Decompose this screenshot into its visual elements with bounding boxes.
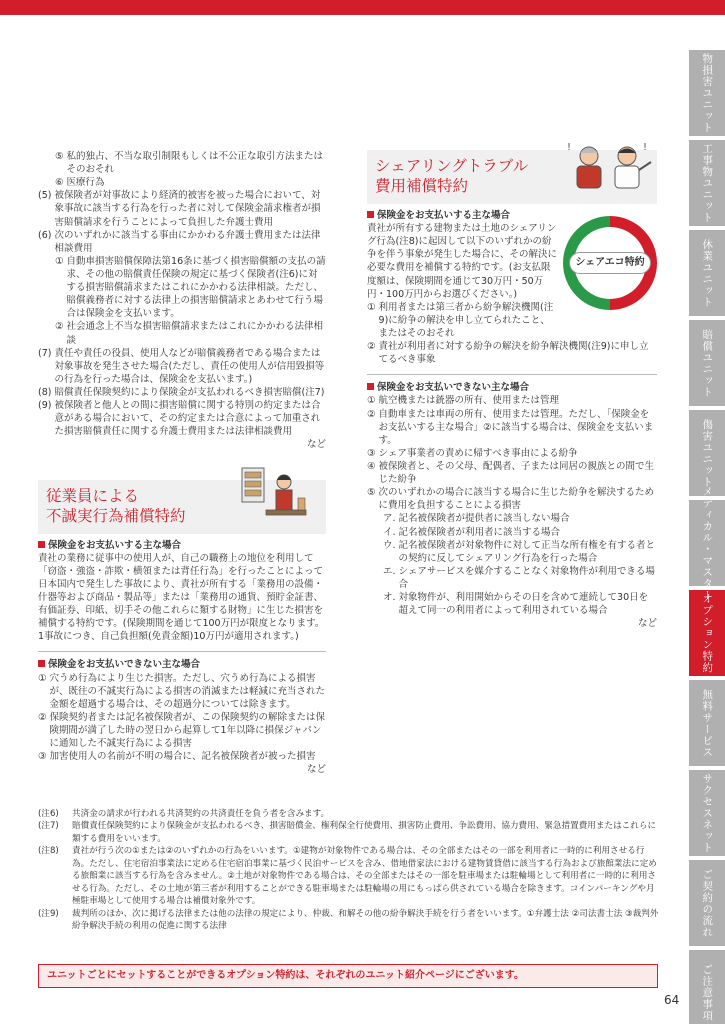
footnote-label: (注8) [38,846,59,857]
right-column [367,142,657,630]
side-tab-8[interactable] [689,680,725,766]
side-tab-10[interactable] [689,860,725,946]
list-item-number: ⑤ [367,487,379,499]
share-pay-list [367,301,657,367]
employee-pay-heading: 保険金をお支払いする主な場合 [38,539,326,552]
list-item-number: ① [38,672,50,684]
side-tab-label: 休業ユニット [701,238,714,308]
footnotes [38,808,660,933]
employee-pay-text: 責社の業務に従事中の使用人が、自己の職務上の地位を利用して「窃盗・強盗・詐欺・横領または背任行為」を行ったことによって日本国内で発生した事故により、責社が所有する「業務用の設備・什器等および商品・製品等」または「業務用の通貨、預貯金証書、有価証券、印紙、切手その他これらに類する財物」に生じた損害を補償する特約です。(保険期間を通じて100万円が限度となります。1事故につき、自己負担額(免責金額)10万円が適用されます。) [38,552,325,643]
list-item [367,460,657,486]
option-banner: ユニットごとにセットすることができるオプション特約は、それぞれのユニット紹介ページにございます。 [38,964,658,988]
list-item-text: 社会通念上不当な損害賠償請求またはこれにかかわる法律相談 [66,321,324,346]
side-tab-2[interactable] [689,140,725,226]
share-pay-text: 責社が所有する建物または土地のシェアリング行為(注8)に起因して以下のいずれかの紛争を伴う事象が発生した場合に、その解決に必要な費用を補償する特約です。(お支払限度額は、保険期間を通じて30万円・50万円・100万円からお選びください。) [367,223,558,300]
list-end-note: など [306,439,326,451]
side-tab-9[interactable] [689,770,725,856]
page-number: 64 [664,993,680,1007]
list-item-number: (8) [38,386,55,398]
list-item-number: ② [38,711,50,723]
share-section-title: シェアリングトラブル 費用補償特約 [375,157,529,196]
share-eco-badge [563,216,657,310]
list-item-number: ⑥ [55,177,67,189]
list-item [367,340,657,366]
employee-illustration [236,466,310,534]
list-item-text: 次のいずれかに該当する事由にかかわる弁護士費用または法律相談費用 [54,229,321,254]
list-item-text: 保険契約者または記名被保険者が、この保険契約の解除または保険期間が満了した時の翌日から起算して1年以降に損保ジャパンに通知した不誠実行為による損害 [49,711,326,750]
list-item [38,347,326,386]
list-item [38,189,326,228]
divider [367,374,657,375]
list-item [38,399,326,438]
left-column [38,150,326,776]
share-pay-heading: 保険金をお支払いする主な場合 [367,209,657,222]
share-end-note: など [637,618,657,630]
list-item-number: (9) [38,400,55,412]
employee-end-note: など [306,764,326,776]
side-tab-1[interactable] [689,50,725,136]
exclusion-list [38,150,326,438]
side-tab-3[interactable] [689,230,725,316]
list-item-number: (7) [38,347,55,359]
list-item-text: 航空機または銃器の所有、使用または管理 [378,395,560,407]
footnote [38,820,660,845]
list-item-number: ① [367,301,379,313]
list-item [38,176,326,189]
list-item [367,565,657,591]
footnote [38,808,660,820]
list-item [38,255,326,321]
share-nopay-heading: 保険金をお支払いできない主な場合 [367,381,657,394]
list-item-text: 責任や責任の役員、使用人などが賠償義務者である場合または対象事故を発生させた場合(ただし、責任の使用人が信用毀損等の行為を行った場合は、保険金を支払います。) [54,347,325,385]
side-tab-label: サクセスネット [701,772,714,854]
side-tab-6[interactable] [689,485,725,601]
list-item-number: ウ. [383,539,399,551]
list-item-text: 私的独占、不当な取引制限もしくは不公正な取引方法またはそのおそれ [66,151,324,176]
side-tab-4[interactable] [689,320,725,406]
list-item [38,672,326,711]
side-tabs [689,50,725,1024]
list-item-text: シェアサービスを媒介することなく対象物件が利用できる場合 [398,565,655,590]
side-tab-label: 傷害ユニット [701,418,714,488]
list-item-text: 加害使用人の名前が不明の場合に、記名被保険者が被った損害 [49,751,316,763]
list-item-number: ア. [383,513,399,525]
side-tab-label: 賠償ユニット [701,328,714,398]
list-item-text: 被保険者と、その父母、配偶者、子または同居の親族との間で生じた紛争 [378,460,655,486]
side-tab-label: ご注意事項 [701,964,714,1022]
employee-section-header [38,480,326,534]
list-item-number: オ. [383,592,399,604]
list-item-text: 自動車または車両の所有、使用または管理。ただし、「保険金をお支払いする主な場合」②に該当する場合は、保険金を支払います。 [378,408,654,446]
list-item-text: 対象物件が、利用開始からその日を含めて連続して30日を超えて同一の利用者によって利用されている場合 [398,592,649,617]
list-item-text: 医療行為 [66,177,105,189]
list-item-number: イ. [383,526,399,538]
list-item [38,386,326,399]
list-item-number: (5) [38,190,55,202]
svg-text:!: ! [643,142,648,153]
side-tab-label: 工事物ユニット [701,142,714,224]
list-item [367,526,657,539]
employee-section-title: 従業員による 不誠実行為補償特約 [46,486,186,525]
share-section-header [367,142,657,204]
list-item [367,539,657,565]
side-tab-label: 無料サービス [701,688,714,758]
list-item [38,750,326,763]
list-item-text: 利用者または第三者から紛争解決機関(注9)に紛争の解決を申し立てられたこと、またはそのおそれ [378,301,554,339]
list-item-number: (6) [38,229,55,241]
svg-text:!: ! [567,142,572,153]
side-tab-label: オプション特約 [701,592,714,674]
side-tab-label: ご契約の流れ [701,868,714,938]
list-item-text: 責社が利用者に対する紛争の解決を紛争解決機関(注9)に申し立てるべき事象 [378,341,649,366]
divider [38,651,326,652]
footnote-label: (注9) [38,908,59,919]
list-item-number: ② [367,341,379,353]
list-item-text: 自動車損害賠償保障法第16条に基づく損害賠償額の支払の請求、その他の賠償責任保険の規定に基づく保険者(注6)に対する損害賠償請求またはこれにかかわる法律相談。ただし、賠償義務者に対する法律上の損害賠償請求とあわせて行う場合は保険金を支払います。 [66,255,326,320]
list-item-text: シェア事業者の責めに帰すべき事由による紛争 [378,447,578,459]
list-item-number: ④ [367,460,379,472]
list-item [367,301,559,340]
list-item-number: ① [55,255,67,267]
list-item-text: 賠償責任保険契約により保険金が支払われるべき損害賠償(注7) [54,386,325,398]
list-item-number: ② [55,321,67,333]
top-red-bar [0,0,725,15]
side-tab-7[interactable] [689,590,725,676]
footnote [38,845,660,907]
list-item [38,150,326,176]
list-item-number: エ. [383,565,399,577]
footnote-label: (注6) [38,809,59,819]
list-item-text: 被保険者と他人との間に損害賠償に関する特別の約定または合意がある場合において、その約定または合意によって加重された損害賠償責任に関する弁護士費用または法律相談費用 [54,400,321,438]
list-item [38,711,326,750]
list-item-number: ② [367,408,379,420]
list-item-text: 記名被保険者が利用者に該当する場合 [398,526,561,538]
list-item [367,486,657,512]
list-item-number: ③ [38,751,50,763]
footnote-text: 賠償責任保険契約により保険金が支払われるべき、損害賠償金、権利保全行使費用、損害防止費用、争訟費用、協力費用、緊急措置費用またはこれらに類する費用をいいます。 [72,821,657,844]
badge-label: シェアエコ特約 [569,252,651,274]
list-item [367,591,657,617]
list-item [367,408,657,447]
side-tab-label: メディカル・マスター [701,485,714,601]
list-item-text: 次のいずれかの場合に該当する場合に生じた紛争を解決するために費用を負担することによる損害 [378,487,655,512]
list-item [38,229,326,255]
share-nopay-list [367,394,657,617]
share-illustration [563,138,655,196]
footnote-text: 責社が行う次の①または②のいずれかの行為をいいます。①建物が対象物件である場合は、その全部またはその一部を利用者に一時的に利用させる行為。ただし、住宅宿泊事業法に定める住宅宿泊事業に基づく民泊サービスを含み、借地借家法における建物賃貸借に該当する行為および旅館業法に定める旅館業に該当する行為を含みません。②土地が対象物件である場合は、その全部またはその一部を駐車場または駐輪場として利用者に一時的に利用させる行為。ただし、その土地が第三者が利用することができる駐車場または駐輪場の用にもっぱら供されている場合を除きます。コインパーキングや月極駐車場として使用する場合は補償対象外です。 [72,846,657,907]
list-item-number: ⑤ [55,151,67,162]
employee-nopay-heading: 保険金をお支払いできない主な場合 [38,658,326,671]
list-item-text: 穴うめ行為により生じた損害。ただし、穴うめ行為による損害が、既往の不誠実行為による損害の消滅または軽減に充当された金額を超過する場合は、その超過分については除きます。 [49,672,326,710]
side-tab-label: 物損害ユニット [701,52,714,134]
side-tab-11[interactable] [689,950,725,1024]
list-item [367,394,657,407]
list-item-text: 被保険者が対事故により経済的被害を被った場合において、対象事故に該当する行為を行った者に対して保険金請求権者が損害賠償請求を行うことによって負担した弁護士費用 [54,190,321,228]
list-item-text: 記名被保険者が対象物件に対して正当な所有権を有する者との契約に反してシェアリング行為を行った場合 [398,539,656,564]
list-item-number: ③ [367,447,379,459]
footnote-text: 共済金の請求が行われる共済契約の共済責任を負う者を含みます。 [72,809,330,819]
side-tab-5[interactable] [689,410,725,496]
footnote-text: 裁判所のほか、次に掲げる法律または他の法律の規定により、仲裁、和解その他の紛争解決手続を行う者をいいます。①弁護士法 ②司法書士法 ③裁判外紛争解決手続の利用の促進に関する法律 [72,908,659,932]
list-item-text: 記名被保険者が提供者に該当しない場合 [398,513,570,525]
list-item [38,320,326,346]
footnote-label: (注7) [38,821,59,832]
list-item [367,512,657,525]
list-item [367,447,657,460]
list-item-number: ① [367,395,379,407]
employee-nopay-list [38,672,326,764]
footnote [38,908,660,933]
